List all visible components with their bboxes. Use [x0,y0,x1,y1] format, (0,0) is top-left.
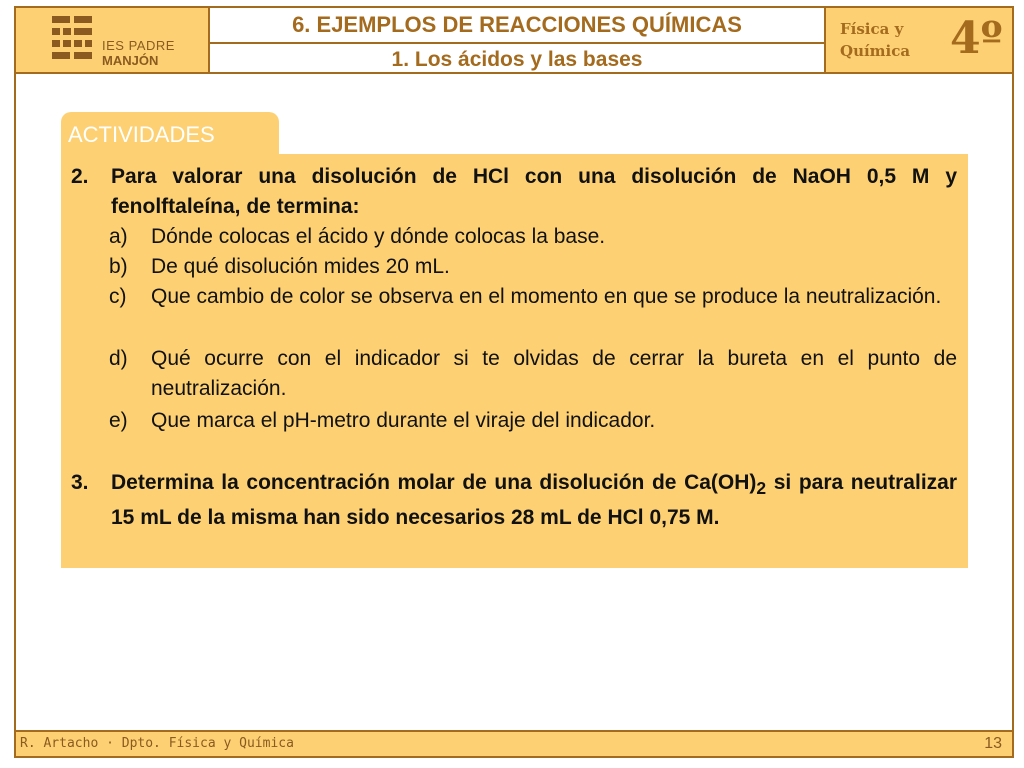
grade-label: 4º [950,13,1003,64]
page-subtitle: 1. Los ácidos y las bases [391,48,643,71]
item-text: Que marca el pH-metro durante el viraje del indicador. [151,409,656,432]
item-letter: c) [109,285,127,308]
item-text: Que cambio de color se observa en el momento en que se produce la neutralización. [151,285,942,308]
question-number: 3. [71,471,89,494]
subject-line1: Física y [840,20,904,38]
question-2-item-b [71,252,957,282]
question-2-item-d [71,344,957,404]
activities-panel [61,154,968,568]
footer [16,730,1012,756]
question-2-item-a [71,222,957,252]
question-2-item-e [71,406,957,436]
subject-label [840,18,910,62]
item-letter: d) [109,347,128,370]
header-separator-right [824,8,826,74]
activities-tab [61,112,279,156]
question-text-part2: si para neutralizar 15 mL de la misma han sido necesarios 28 mL de HCl 0,75 M. [111,471,958,530]
question-text-part1: Determina la concentración molar de una disolución de Ca(OH) [111,471,757,494]
item-letter: a) [109,225,128,248]
header-divider [16,72,1012,74]
school-logo [16,8,208,72]
subject-line2: Química [840,42,911,60]
item-text: De qué disolución mides 20 mL. [151,255,450,278]
page-title: 6. EJEMPLOS DE REACCIONES QUÍMICAS [210,8,824,44]
footer-author: R. Artacho · Dpto. Física y Química [20,736,294,751]
school-name-line2: MANJÓN [102,53,159,68]
activities-tab-label: ACTIVIDADES [68,122,215,147]
question-number: 2. [71,165,89,188]
question-text: Para valorar una disolución de HCl con una disolución de NaOH 0,5 M y fenolftaleína, de termina: [111,165,957,218]
header-separator-left [208,8,210,74]
school-name-line1: IES PADRE [102,38,175,53]
item-letter: b) [109,255,128,278]
page-number: 13 [984,735,1002,752]
header-title-box [210,8,824,74]
question-text [111,468,957,533]
question-3 [71,468,957,533]
item-letter: e) [109,409,128,432]
logo-grid-icon [52,16,92,60]
subscript: 2 [756,478,767,499]
question-2-item-c [71,282,957,312]
subject-box [826,8,1012,72]
item-text: Qué ocurre con el indicador si te olvidas de cerrar la bureta en el punto de neutralización. [151,347,957,400]
item-text: Dónde colocas el ácido y dónde colocas la base. [151,225,606,248]
question-2 [71,162,957,222]
